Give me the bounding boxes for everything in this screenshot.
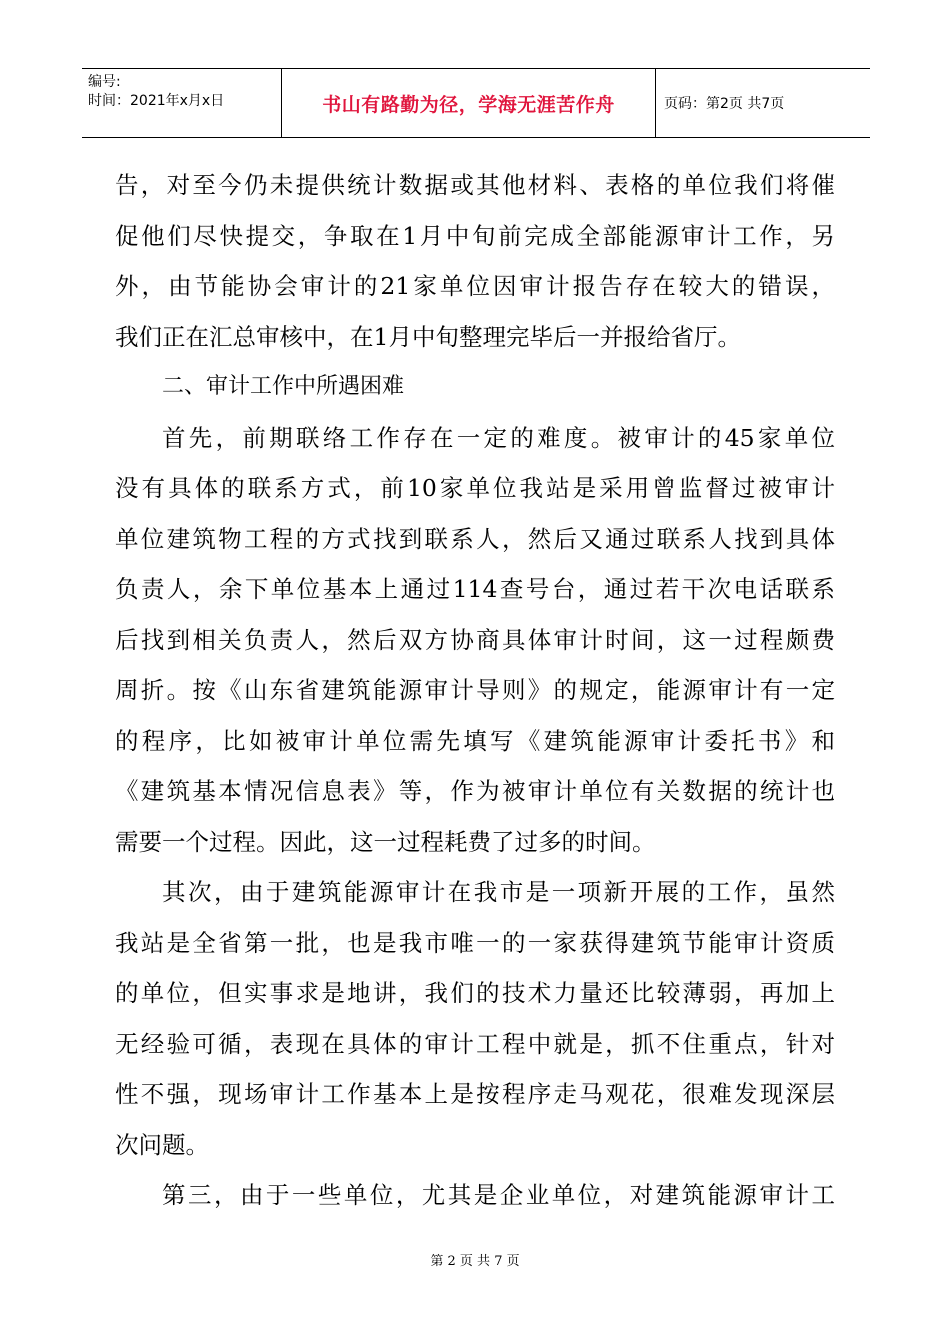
body-line: 后找到相关负责人，然后双方协商具体审计时间，这一过程颇费 <box>115 625 835 654</box>
header-page-label: 页码：第2页 共7页 <box>664 96 785 112</box>
body-line: 没有具体的联系方式，前10家单位我站是采用曾监督过被审计 <box>115 474 835 502</box>
body-line: 外，由节能协会审计的21家单位因审计报告存在较大的错误， <box>115 272 835 300</box>
body-line: 促他们尽快提交，争取在1月中旬前完成全部能源审计工作，另 <box>115 221 835 250</box>
body-line: 我站是全省第一批，也是我市唯一的一家获得建筑节能审计资质 <box>115 928 835 957</box>
body-line: 我们正在汇总审核中，在1月中旬整理完毕后一并报给省厅。 <box>115 322 741 351</box>
body-line: 的程序，比如被审计单位需先填写《建筑能源审计委托书》和 <box>115 726 835 755</box>
body-line: 周折。按《山东省建筑能源审计导则》的规定，能源审计有一定 <box>115 676 835 704</box>
section-heading: 二、审计工作中所遇困难 <box>162 374 405 399</box>
body-line: 性不强，现场审计工作基本上是按程序走马观花，很难发现深层 <box>115 1080 835 1108</box>
document-body <box>115 160 835 1221</box>
body-line: 首先，前期联络工作存在一定的难度。被审计的45家单位 <box>162 423 835 452</box>
body-line: 无经验可循，表现在具体的审计工程中就是，抓不住重点，针对 <box>115 1029 835 1058</box>
document-date-label: 时间：2021年x月x日 <box>88 93 225 109</box>
body-line: 的单位，但实事求是地讲，我们的技术力量还比较薄弱，再加上 <box>115 979 835 1007</box>
body-line: 告，对至今仍未提供统计数据或其他材料、表格的单位我们将催 <box>115 171 835 199</box>
document-header <box>82 68 870 138</box>
body-line: 其次，由于建筑能源审计在我市是一项新开展的工作，虽然 <box>162 878 835 906</box>
body-line: 第三，由于一些单位，尤其是企业单位，对建筑能源审计工 <box>162 1181 835 1209</box>
header-meta-cell <box>82 69 282 137</box>
body-line: 《建筑基本情况信息表》等，作为被审计单位有关数据的统计也 <box>115 777 835 805</box>
body-line: 次问题。 <box>115 1130 209 1159</box>
body-line: 负责人，余下单位基本上通过114查号台，通过若干次电话联系 <box>115 575 835 603</box>
document-number-label: 编号: <box>88 74 121 90</box>
body-line: 需要一个过程。因此，这一过程耗费了过多的时间。 <box>115 827 656 856</box>
page-footer: 第 2 页 共 7 页 <box>430 1254 520 1269</box>
body-line: 单位建筑物工程的方式找到联系人，然后又通过联系人找到具体 <box>115 524 835 553</box>
header-motto: 书山有路勤为径，学海无涯苦作舟 <box>282 69 656 137</box>
